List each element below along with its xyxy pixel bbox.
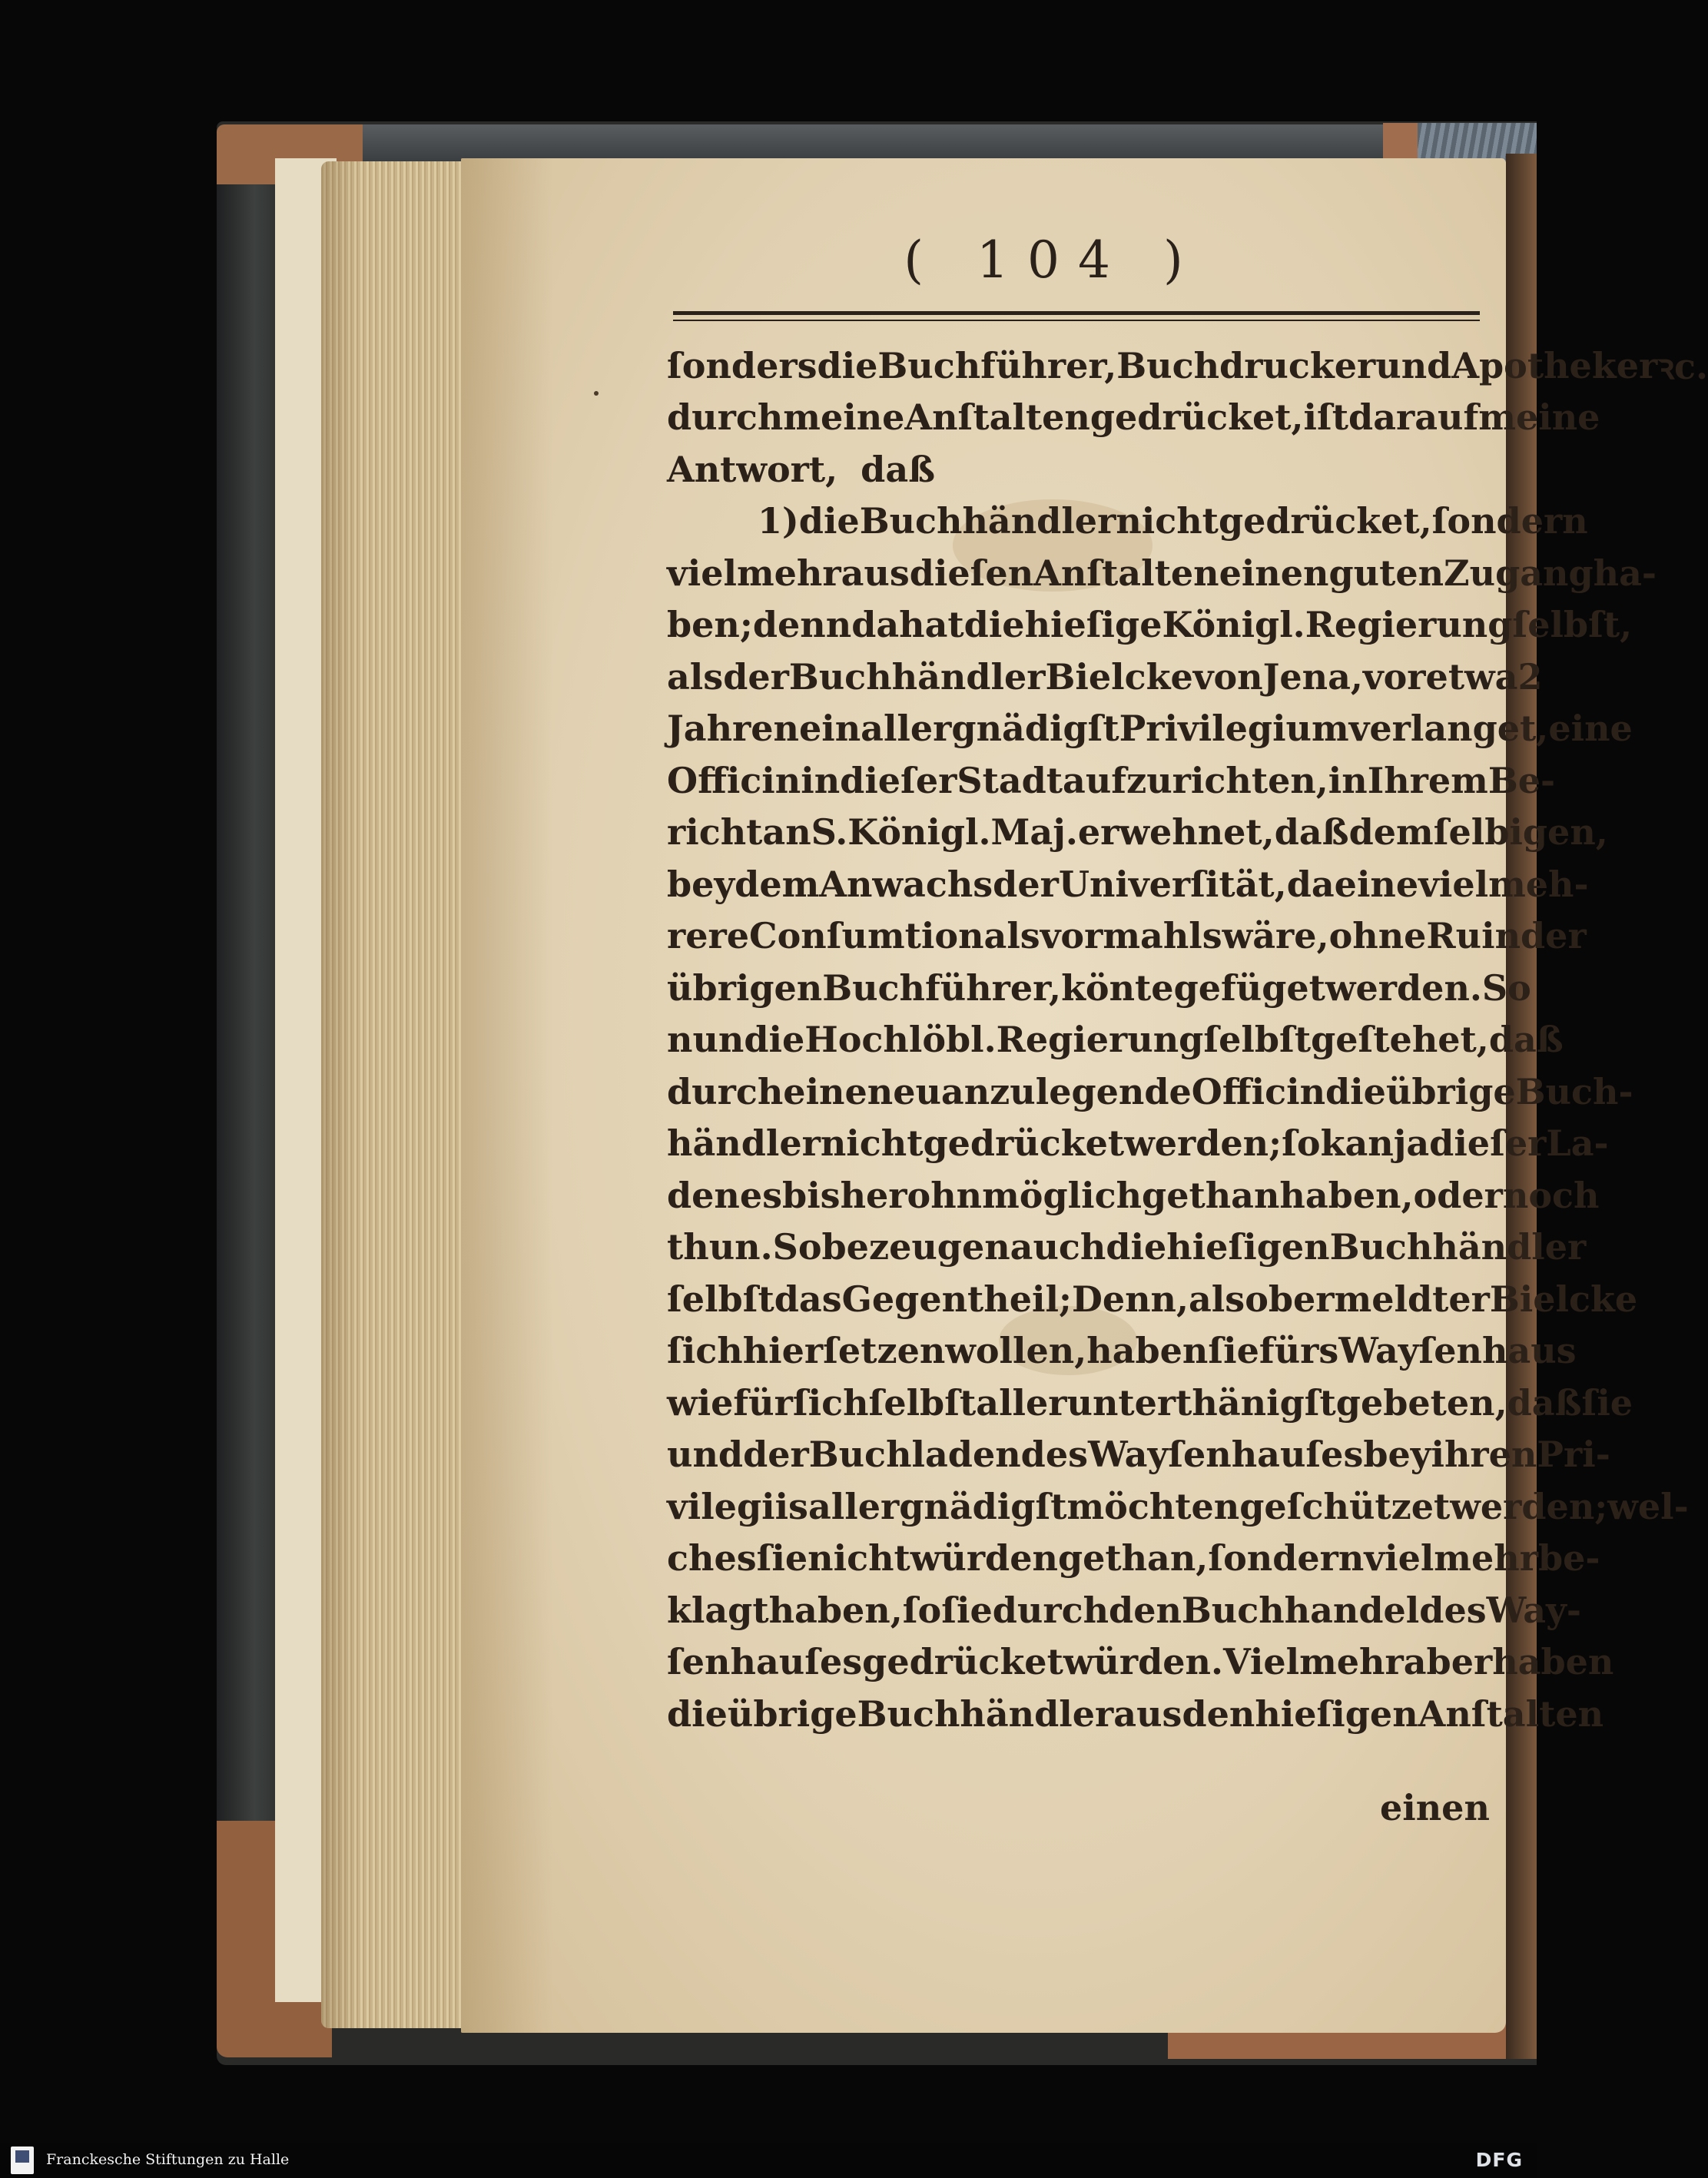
- word: ja: [1393, 1122, 1430, 1165]
- text-line: [667, 1429, 1610, 1481]
- word: die: [667, 1692, 728, 1735]
- word: dieſen: [909, 552, 1034, 594]
- word: Buchhandel: [1181, 1589, 1420, 1631]
- word: Jahren: [667, 708, 799, 750]
- word: in: [801, 759, 841, 801]
- word: iſt: [1303, 396, 1349, 439]
- word: haben: [1086, 1330, 1209, 1372]
- text-line: [667, 1688, 1604, 1740]
- word: durch: [667, 1070, 784, 1112]
- word: ohne: [1328, 915, 1427, 957]
- word: Univerſität,: [1058, 863, 1287, 905]
- word: geſchützet: [1239, 1485, 1451, 1527]
- word: S.: [811, 811, 848, 854]
- word: wäre,: [1222, 915, 1329, 957]
- word: Be-: [1487, 759, 1556, 801]
- text-line: [667, 858, 1589, 910]
- word: ſie: [1581, 1381, 1633, 1424]
- word: ſie: [756, 1537, 808, 1580]
- word: wel-: [1607, 1485, 1689, 1527]
- word: Ruin: [1426, 915, 1521, 957]
- word: und: [1375, 344, 1452, 386]
- word: be-: [1537, 1537, 1600, 1580]
- text-line: [667, 807, 1608, 859]
- word: die: [744, 1019, 805, 1061]
- word: gethan,: [1057, 1537, 1209, 1580]
- text-line: [667, 340, 1708, 392]
- word: aus: [841, 552, 910, 594]
- word: Buchdrucker: [1116, 344, 1376, 386]
- word: ha-: [1593, 552, 1657, 594]
- word: übrige: [1385, 1070, 1516, 1112]
- word: den: [667, 1174, 740, 1216]
- word: nun: [667, 1019, 745, 1061]
- word: ſo: [1282, 1122, 1321, 1165]
- word: erwehnet,: [1077, 811, 1275, 854]
- text-line: [667, 1325, 1577, 1377]
- word: daß: [1507, 1381, 1582, 1424]
- word: Privilegium: [1119, 708, 1349, 750]
- text-line: [667, 1377, 1633, 1429]
- word: Officin: [667, 759, 801, 801]
- word: Buch-: [1515, 1070, 1633, 1112]
- word: gedrücket,: [1089, 396, 1304, 439]
- word: die: [1325, 1070, 1386, 1112]
- word: würden: [910, 1537, 1058, 1580]
- word: Anwachs: [819, 863, 993, 905]
- word: Officin: [1191, 1070, 1326, 1112]
- text-line: [667, 1533, 1600, 1585]
- word: hieſigen: [1255, 1692, 1418, 1735]
- word: des: [1419, 1589, 1487, 1631]
- word: die: [1106, 1226, 1167, 1268]
- word: rere: [667, 915, 750, 957]
- body-text: [667, 340, 1708, 1740]
- word: thun.: [667, 1226, 773, 1268]
- word: Apotheker: [1451, 344, 1658, 386]
- word: werden.: [1325, 966, 1482, 1009]
- word: daß: [861, 448, 936, 490]
- text-line: [667, 754, 1556, 807]
- word: ſie: [1208, 1330, 1259, 1372]
- word: bey: [667, 863, 735, 905]
- word: Königl.: [1162, 604, 1305, 646]
- word: Denn,: [1071, 1278, 1189, 1320]
- margin-mark: [594, 391, 599, 396]
- word: Regierung: [1305, 604, 1513, 646]
- word: daß: [1274, 811, 1349, 854]
- word: haben: [1492, 1641, 1614, 1683]
- word: ſondern: [1208, 1537, 1365, 1580]
- word: als: [983, 915, 1040, 957]
- page-number: ( 104 ): [904, 230, 1202, 290]
- word: der: [743, 1434, 809, 1476]
- word: Regierung: [996, 1019, 1204, 1061]
- word: ꝛc.: [1657, 345, 1708, 387]
- word: Wayſenhauſes: [1088, 1434, 1364, 1476]
- word: die: [963, 604, 1025, 646]
- word: aber: [1403, 1641, 1493, 1683]
- word: denn: [752, 604, 852, 646]
- text-line: [667, 703, 1633, 755]
- word: ben;: [667, 604, 753, 646]
- word: allergnädigſt: [861, 708, 1119, 750]
- word: ſonders: [667, 344, 818, 386]
- word: bey: [1363, 1434, 1431, 1476]
- text-line: [667, 1480, 1689, 1533]
- word: händler: [667, 1122, 821, 1165]
- text-line: [667, 651, 1543, 703]
- word: darauf: [1348, 396, 1479, 439]
- word: die: [798, 500, 860, 542]
- word: Anſtalten: [904, 396, 1090, 439]
- word: vielmehr: [667, 552, 841, 594]
- word: Hochlöbl.: [804, 1019, 997, 1061]
- word: Anſtalten: [1033, 552, 1219, 594]
- word: möchten: [1066, 1485, 1240, 1527]
- word: an: [762, 811, 811, 854]
- word: gethan: [1142, 1174, 1280, 1216]
- word: und: [667, 1434, 744, 1476]
- word: Buchhändler: [1329, 1226, 1587, 1268]
- word: obermeldter: [1245, 1278, 1490, 1320]
- word: meine: [783, 396, 905, 439]
- word: da: [851, 604, 900, 646]
- text-line: [667, 910, 1587, 963]
- word: ſenhauſes: [667, 1641, 863, 1683]
- word: Way-: [1486, 1589, 1581, 1631]
- word: So: [772, 1226, 822, 1268]
- word: oder: [1413, 1174, 1503, 1216]
- word: gedrücket: [923, 1122, 1125, 1165]
- word: als: [667, 655, 724, 698]
- word: klagt: [667, 1589, 769, 1631]
- word: Wayſenhaus: [1338, 1330, 1577, 1372]
- word: vor: [1362, 655, 1426, 698]
- word: der: [723, 655, 789, 698]
- word: Buchführer,: [877, 344, 1117, 386]
- word: Buchhändler: [788, 655, 1046, 698]
- word: fürs: [1259, 1330, 1339, 1372]
- footer-institution: Franckesche Stiftungen zu Halle: [46, 2151, 290, 2168]
- word: vormahls: [1040, 915, 1222, 957]
- word: Zugang: [1444, 552, 1594, 594]
- word: guten: [1328, 552, 1444, 594]
- text-line: [667, 1273, 1638, 1325]
- word: werden;: [1124, 1122, 1282, 1165]
- word: aufzurichten,: [1063, 759, 1328, 801]
- word: werden;: [1450, 1485, 1608, 1527]
- word: meine: [1478, 396, 1600, 439]
- word: vilegiis: [667, 1485, 808, 1527]
- word: durch: [992, 1589, 1109, 1631]
- word: vielmeh-: [1418, 863, 1589, 905]
- word: Buchhändler: [859, 500, 1116, 542]
- word: Antwort,: [667, 448, 838, 490]
- text-line: [667, 443, 1483, 496]
- word: Königl.: [847, 811, 991, 854]
- word: Ihrem: [1367, 759, 1488, 801]
- word: eine: [1548, 708, 1633, 750]
- word: bezeugen: [821, 1226, 1010, 1268]
- word: neu: [867, 1070, 941, 1112]
- word: bisher: [782, 1174, 907, 1216]
- word: 1): [758, 500, 799, 542]
- word: ein: [798, 708, 861, 750]
- word: eine: [783, 1070, 867, 1112]
- word: demſelbigen,: [1348, 811, 1608, 854]
- word: ſelbſt: [1203, 1019, 1312, 1061]
- word: den: [1109, 1589, 1182, 1631]
- text-line: [667, 1169, 1600, 1222]
- text-line: [667, 1066, 1633, 1118]
- word: allergnädigſt: [808, 1485, 1067, 1527]
- word: gedrücket: [862, 1641, 1063, 1683]
- word: den: [1182, 1692, 1255, 1735]
- word: Bielcke: [1489, 1278, 1638, 1320]
- word: Stadt: [957, 759, 1063, 801]
- word: ſetzen: [823, 1330, 946, 1372]
- word: Jena,: [1262, 655, 1363, 698]
- word: das: [774, 1278, 842, 1320]
- word: geſtehet,: [1311, 1019, 1489, 1061]
- text-line: [667, 392, 1600, 444]
- word: ſo: [902, 1589, 942, 1631]
- word: da: [1286, 863, 1335, 905]
- word: wie: [667, 1381, 734, 1424]
- word: übrige: [727, 1692, 857, 1735]
- word: der: [1521, 915, 1587, 957]
- word: dieſer: [840, 759, 957, 801]
- dfg-logo: DFG: [1475, 2149, 1523, 2171]
- word: Pri-: [1537, 1434, 1610, 1476]
- word: gedrücket,: [1218, 500, 1432, 542]
- word: für: [733, 1381, 793, 1424]
- word: Buchladen: [808, 1434, 1021, 1476]
- word: Conſumtion: [749, 915, 984, 957]
- word: eine: [1334, 863, 1419, 905]
- word: richt: [667, 811, 763, 854]
- word: dieſer: [1429, 1122, 1547, 1165]
- word: würden.: [1063, 1641, 1223, 1683]
- word: ſelbſt: [868, 1381, 977, 1424]
- page-edge-shadow: [321, 161, 360, 2028]
- word: hat: [899, 604, 964, 646]
- word: die: [817, 344, 878, 386]
- word: haben,: [1279, 1174, 1414, 1216]
- word: in: [1328, 759, 1368, 801]
- word: daß: [1488, 1019, 1564, 1061]
- footer-bar: [0, 2143, 1537, 2178]
- text-line: [667, 962, 1531, 1014]
- word: ohnmöglich: [907, 1174, 1143, 1216]
- word: haben,: [768, 1589, 903, 1631]
- word: ſelbſt: [667, 1278, 774, 1320]
- text-line: [667, 1014, 1564, 1066]
- word: wollen,: [945, 1330, 1087, 1372]
- word: La-: [1546, 1122, 1609, 1165]
- word: ſich: [792, 1381, 869, 1424]
- text-line: [667, 1118, 1609, 1170]
- word: Maj.: [990, 811, 1078, 854]
- cover-spine-strip: [361, 124, 1537, 163]
- word: von: [1192, 655, 1263, 698]
- word: übrigen: [667, 966, 823, 1009]
- word: ſich: [667, 1330, 743, 1372]
- catchword: einen: [1380, 1787, 1490, 1828]
- word: 2: [1517, 655, 1543, 698]
- word: etwa: [1425, 655, 1518, 698]
- word: kan: [1320, 1122, 1394, 1165]
- word: So: [1481, 966, 1531, 1009]
- word: Anſtalten: [1418, 1692, 1604, 1735]
- word: Vielmehr: [1223, 1641, 1404, 1683]
- word: verlanget,: [1348, 708, 1549, 750]
- header-rule-thin: [673, 320, 1480, 321]
- word: ſondern: [1431, 500, 1588, 542]
- word: könte: [1061, 966, 1174, 1009]
- word: Bielcke: [1045, 655, 1193, 698]
- word: als: [1189, 1278, 1245, 1320]
- text-line: [667, 547, 1657, 599]
- word: vielmehr: [1364, 1537, 1538, 1580]
- word: anzulegende: [940, 1070, 1192, 1112]
- word: hieſige: [1024, 604, 1162, 646]
- word: des: [1020, 1434, 1088, 1476]
- word: nicht: [808, 1537, 910, 1580]
- header-rule: [673, 311, 1480, 315]
- word: ches: [667, 1537, 757, 1580]
- word: allerunterthänigſt: [976, 1381, 1336, 1424]
- text-line: [667, 1584, 1581, 1636]
- word: ſie: [941, 1589, 993, 1631]
- word: ſelbſt,: [1512, 604, 1633, 646]
- word: nicht: [820, 1122, 924, 1165]
- institution-logo-icon: [11, 2147, 34, 2174]
- word: einen: [1219, 552, 1329, 594]
- word: noch: [1502, 1174, 1600, 1216]
- word: Buchhändler: [857, 1692, 1114, 1735]
- word: Buchführer,: [822, 966, 1062, 1009]
- word: gebeten,: [1335, 1381, 1507, 1424]
- word: es: [739, 1174, 783, 1216]
- gutter-shadow: [461, 158, 553, 2033]
- word: dem: [735, 863, 820, 905]
- text-line: [667, 496, 1588, 548]
- word: nicht: [1116, 500, 1219, 542]
- word: durch: [667, 396, 784, 439]
- word: hier: [742, 1330, 824, 1372]
- word: Gegentheil;: [841, 1278, 1072, 1320]
- word: gefüget: [1173, 966, 1325, 1009]
- word: hieſigen: [1166, 1226, 1330, 1268]
- word: auch: [1010, 1226, 1106, 1268]
- word: der: [993, 863, 1059, 905]
- word: ihren: [1431, 1434, 1537, 1476]
- text-line: [667, 599, 1633, 651]
- text-line: [667, 1636, 1614, 1689]
- text-line: [667, 1222, 1587, 1274]
- word: aus: [1113, 1692, 1182, 1735]
